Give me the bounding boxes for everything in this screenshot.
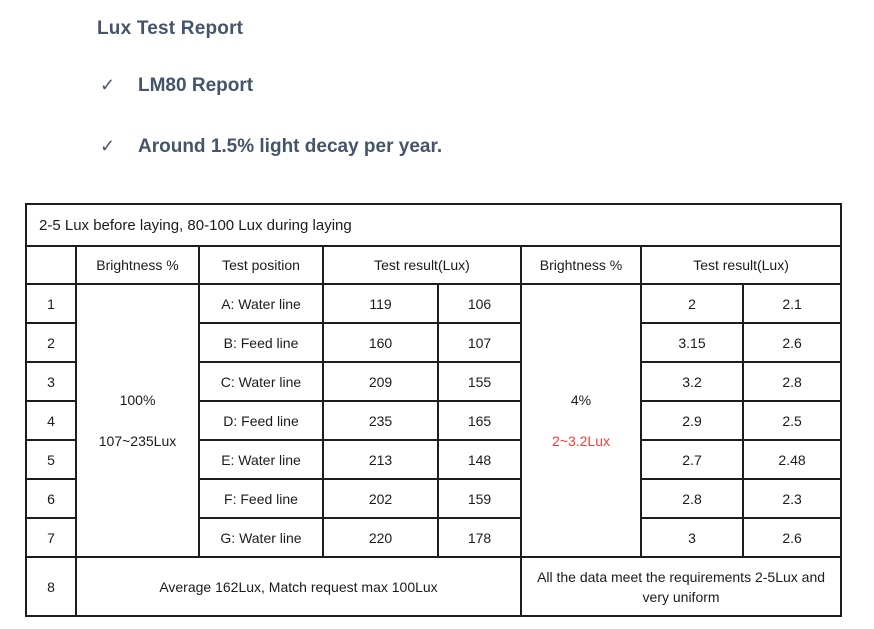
header-index-cell: [26, 246, 76, 284]
result-cell: 3.15: [641, 323, 743, 362]
test-position-cell: C: Water line: [199, 362, 323, 401]
header-result-left: Test result(Lux): [323, 246, 521, 284]
test-position-cell: A: Water line: [199, 284, 323, 323]
table-row: [26, 284, 841, 323]
table-row: [26, 557, 841, 616]
result-cell: 235: [323, 401, 438, 440]
result-cell: 165: [438, 401, 521, 440]
result-cell: 2.5: [743, 401, 841, 440]
result-cell: 3.2: [641, 362, 743, 401]
result-cell: 2.8: [743, 362, 841, 401]
result-cell: 159: [438, 479, 521, 518]
checkmark-icon: ✓: [100, 75, 116, 95]
brightness-left-percent: 100%: [119, 391, 156, 408]
test-position-cell: F: Feed line: [199, 479, 323, 518]
row-index-cell: 5: [26, 440, 76, 479]
result-cell: 148: [438, 440, 521, 479]
brightness-right-merged-cell: [521, 284, 641, 557]
brightness-right-range: 2~3.2Lux: [552, 432, 610, 449]
header-test-position: Test position: [199, 246, 323, 284]
result-cell: 2: [641, 284, 743, 323]
summary-left-cell: Average 162Lux, Match request max 100Lux: [76, 557, 521, 616]
result-cell: 2.3: [743, 479, 841, 518]
result-cell: 2.6: [743, 323, 841, 362]
test-position-cell: D: Feed line: [199, 401, 323, 440]
result-cell: 155: [438, 362, 521, 401]
test-position-cell: G: Water line: [199, 518, 323, 557]
result-cell: 2.6: [743, 518, 841, 557]
bullet-light-decay: [100, 136, 442, 158]
bullet-lm80: [100, 75, 253, 97]
row-index-cell: 2: [26, 323, 76, 362]
brightness-right-percent: 4%: [570, 391, 592, 408]
lux-test-table: [25, 203, 842, 617]
test-position-cell: E: Water line: [199, 440, 323, 479]
brightness-left-range: 107~235Lux: [98, 432, 177, 449]
result-cell: 2.48: [743, 440, 841, 479]
checkmark-icon: ✓: [100, 136, 116, 156]
bullet-lm80-label: LM80 Report: [138, 75, 254, 96]
bullet-light-decay-label: Around 1.5% light decay per year.: [138, 136, 443, 157]
result-cell: 202: [323, 479, 438, 518]
row-index-cell: 8: [26, 557, 76, 616]
result-cell: 213: [323, 440, 438, 479]
header-result-right: Test result(Lux): [641, 246, 841, 284]
test-position-cell: B: Feed line: [199, 323, 323, 362]
table-caption: 2-5 Lux before laying, 80-100 Lux during laying: [26, 204, 841, 246]
result-cell: 2.9: [641, 401, 743, 440]
result-cell: 160: [323, 323, 438, 362]
result-cell: 3: [641, 518, 743, 557]
result-cell: 2.7: [641, 440, 743, 479]
result-cell: 209: [323, 362, 438, 401]
result-cell: 107: [438, 323, 521, 362]
table-row: [26, 246, 841, 284]
page-title: Lux Test Report: [97, 18, 244, 39]
result-cell: 178: [438, 518, 521, 557]
row-index-cell: 7: [26, 518, 76, 557]
row-index-cell: 6: [26, 479, 76, 518]
row-index-cell: 4: [26, 401, 76, 440]
brightness-left-merged-cell: [76, 284, 199, 557]
result-cell: 119: [323, 284, 438, 323]
result-cell: 2.8: [641, 479, 743, 518]
result-cell: 220: [323, 518, 438, 557]
header-brightness-left: Brightness %: [76, 246, 199, 284]
row-index-cell: 3: [26, 362, 76, 401]
table-row: [26, 204, 841, 246]
result-cell: 2.1: [743, 284, 841, 323]
header-brightness-right: Brightness %: [521, 246, 641, 284]
summary-right-cell: All the data meet the requirements 2-5Lux and very uniform: [521, 557, 841, 616]
result-cell: 106: [438, 284, 521, 323]
row-index-cell: 1: [26, 284, 76, 323]
